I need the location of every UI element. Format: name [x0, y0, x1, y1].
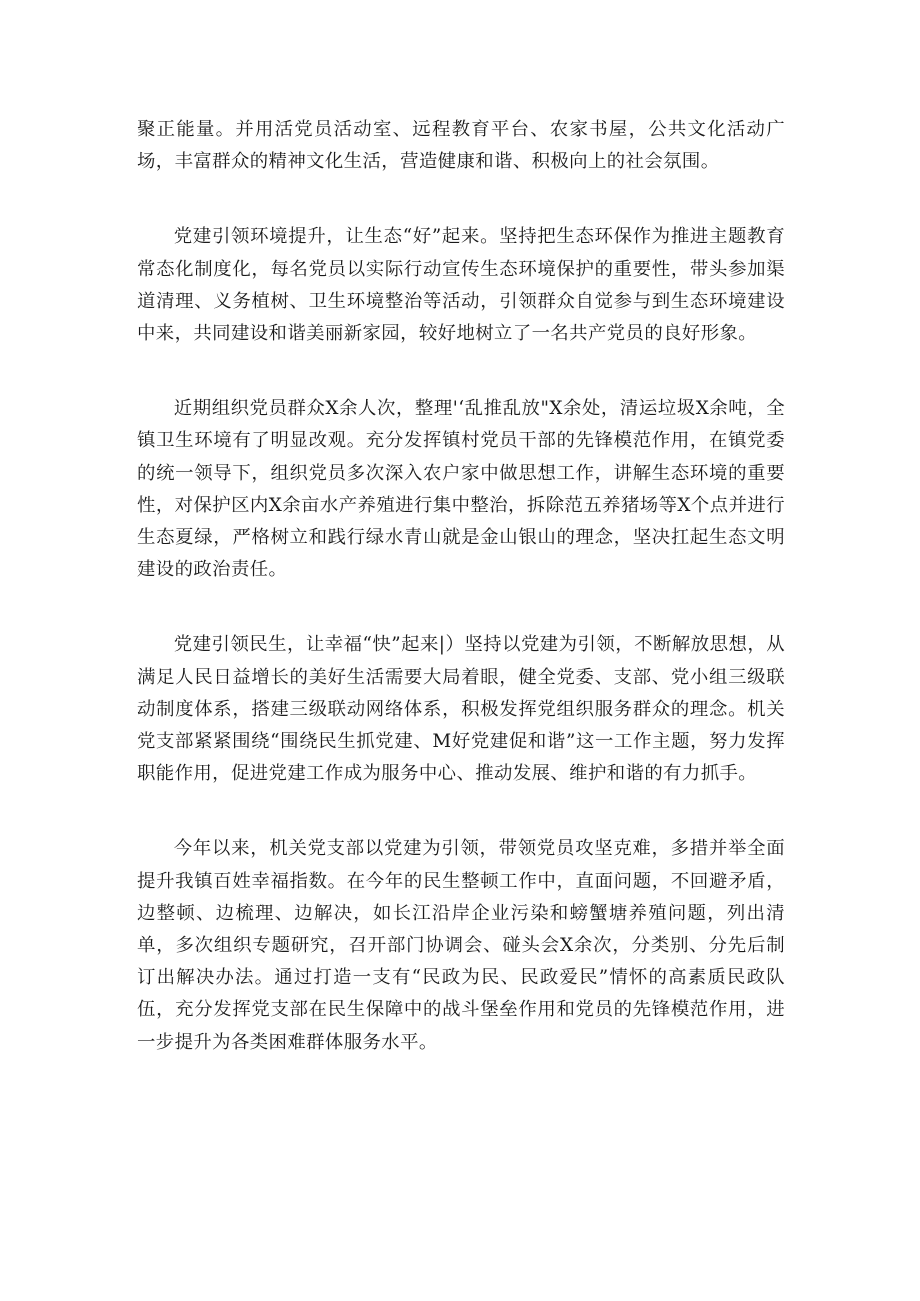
paragraph-4: 党建引领民生，让幸福“快”起来|）坚持以党建为引领，不断解放思想，从满足人民日益增长的美好生活需要大局着眼，健全党委、支部、党小组三级联动制度体系，搭建三级联动网络体系，积极发挥党组织服务群众的理念。机关党支部紧紧围绕“围绕民生抓党建、M好党建促和谐”这一工作主题，努力发挥职能作用，促进党建工作成为服务中心、推动发展、维护和谐的有力抓手。: [137, 634, 785, 785]
paragraph-2: 党建引领环境提升，让生态“好”起来。坚持把生态环保作为推进主题教育常态化制度化，每名党员以实际行动宣传生态环境保护的重要性，带头参加渠道清理、义务植树、卫生环境整治等活动，引领群众自觉参与到生态环境建设中来，共同建设和谐美丽新家园，较好地树立了一名共产党员的良好形象。: [137, 226, 785, 345]
paragraph-3: 近期组织党员群众X余人次，整理'‘乱推乱放"X余处，清运垃圾X余吨，全镇卫生环境有了明显改观。充分发挥镇村党员干部的先锋模范作用，在镇党委的统一领导下，组织党员多次深入农户家中做思想工作，讲解生态环境的重要性，对保护区内X余亩水产养殖进行集中整治，拆除范五养猪场等X个点并进行生态夏绿，严格树立和践行绿水青山就是金山银山的理念，坚决扛起生态文明建设的政治责任。: [137, 398, 785, 581]
paragraph-1: 聚正能量。并用活党员活动室、远程教育平台、农家书屋，公共文化活动广场，丰富群众的精神文化生活，营造健康和谐、积极向上的社会氛围。: [137, 119, 785, 173]
paragraph-5: 今年以来，机关党支部以党建为引领，带领党员攻坚克难，多措并举全面提升我镇百姓幸福指数。在今年的民生整顿工作中，直面问题，不回避矛盾，边整顿、边梳理、边解决，如长江沿岸企业污染和螃蟹塘养殖问题，列出清单，多次组织专题研究，召开部门协调会、碰头会X余次，分类别、分先后制订出解决办法。通过打造一支有“民政为民、民政爱民”情怀的高素质民政队伍，充分发挥党支部在民生保障中的战斗堡垒作用和党员的先锋模范作用，进一步提升为各类困难群体服务水平。: [137, 838, 785, 1053]
document-body: [137, 114, 785, 1102]
